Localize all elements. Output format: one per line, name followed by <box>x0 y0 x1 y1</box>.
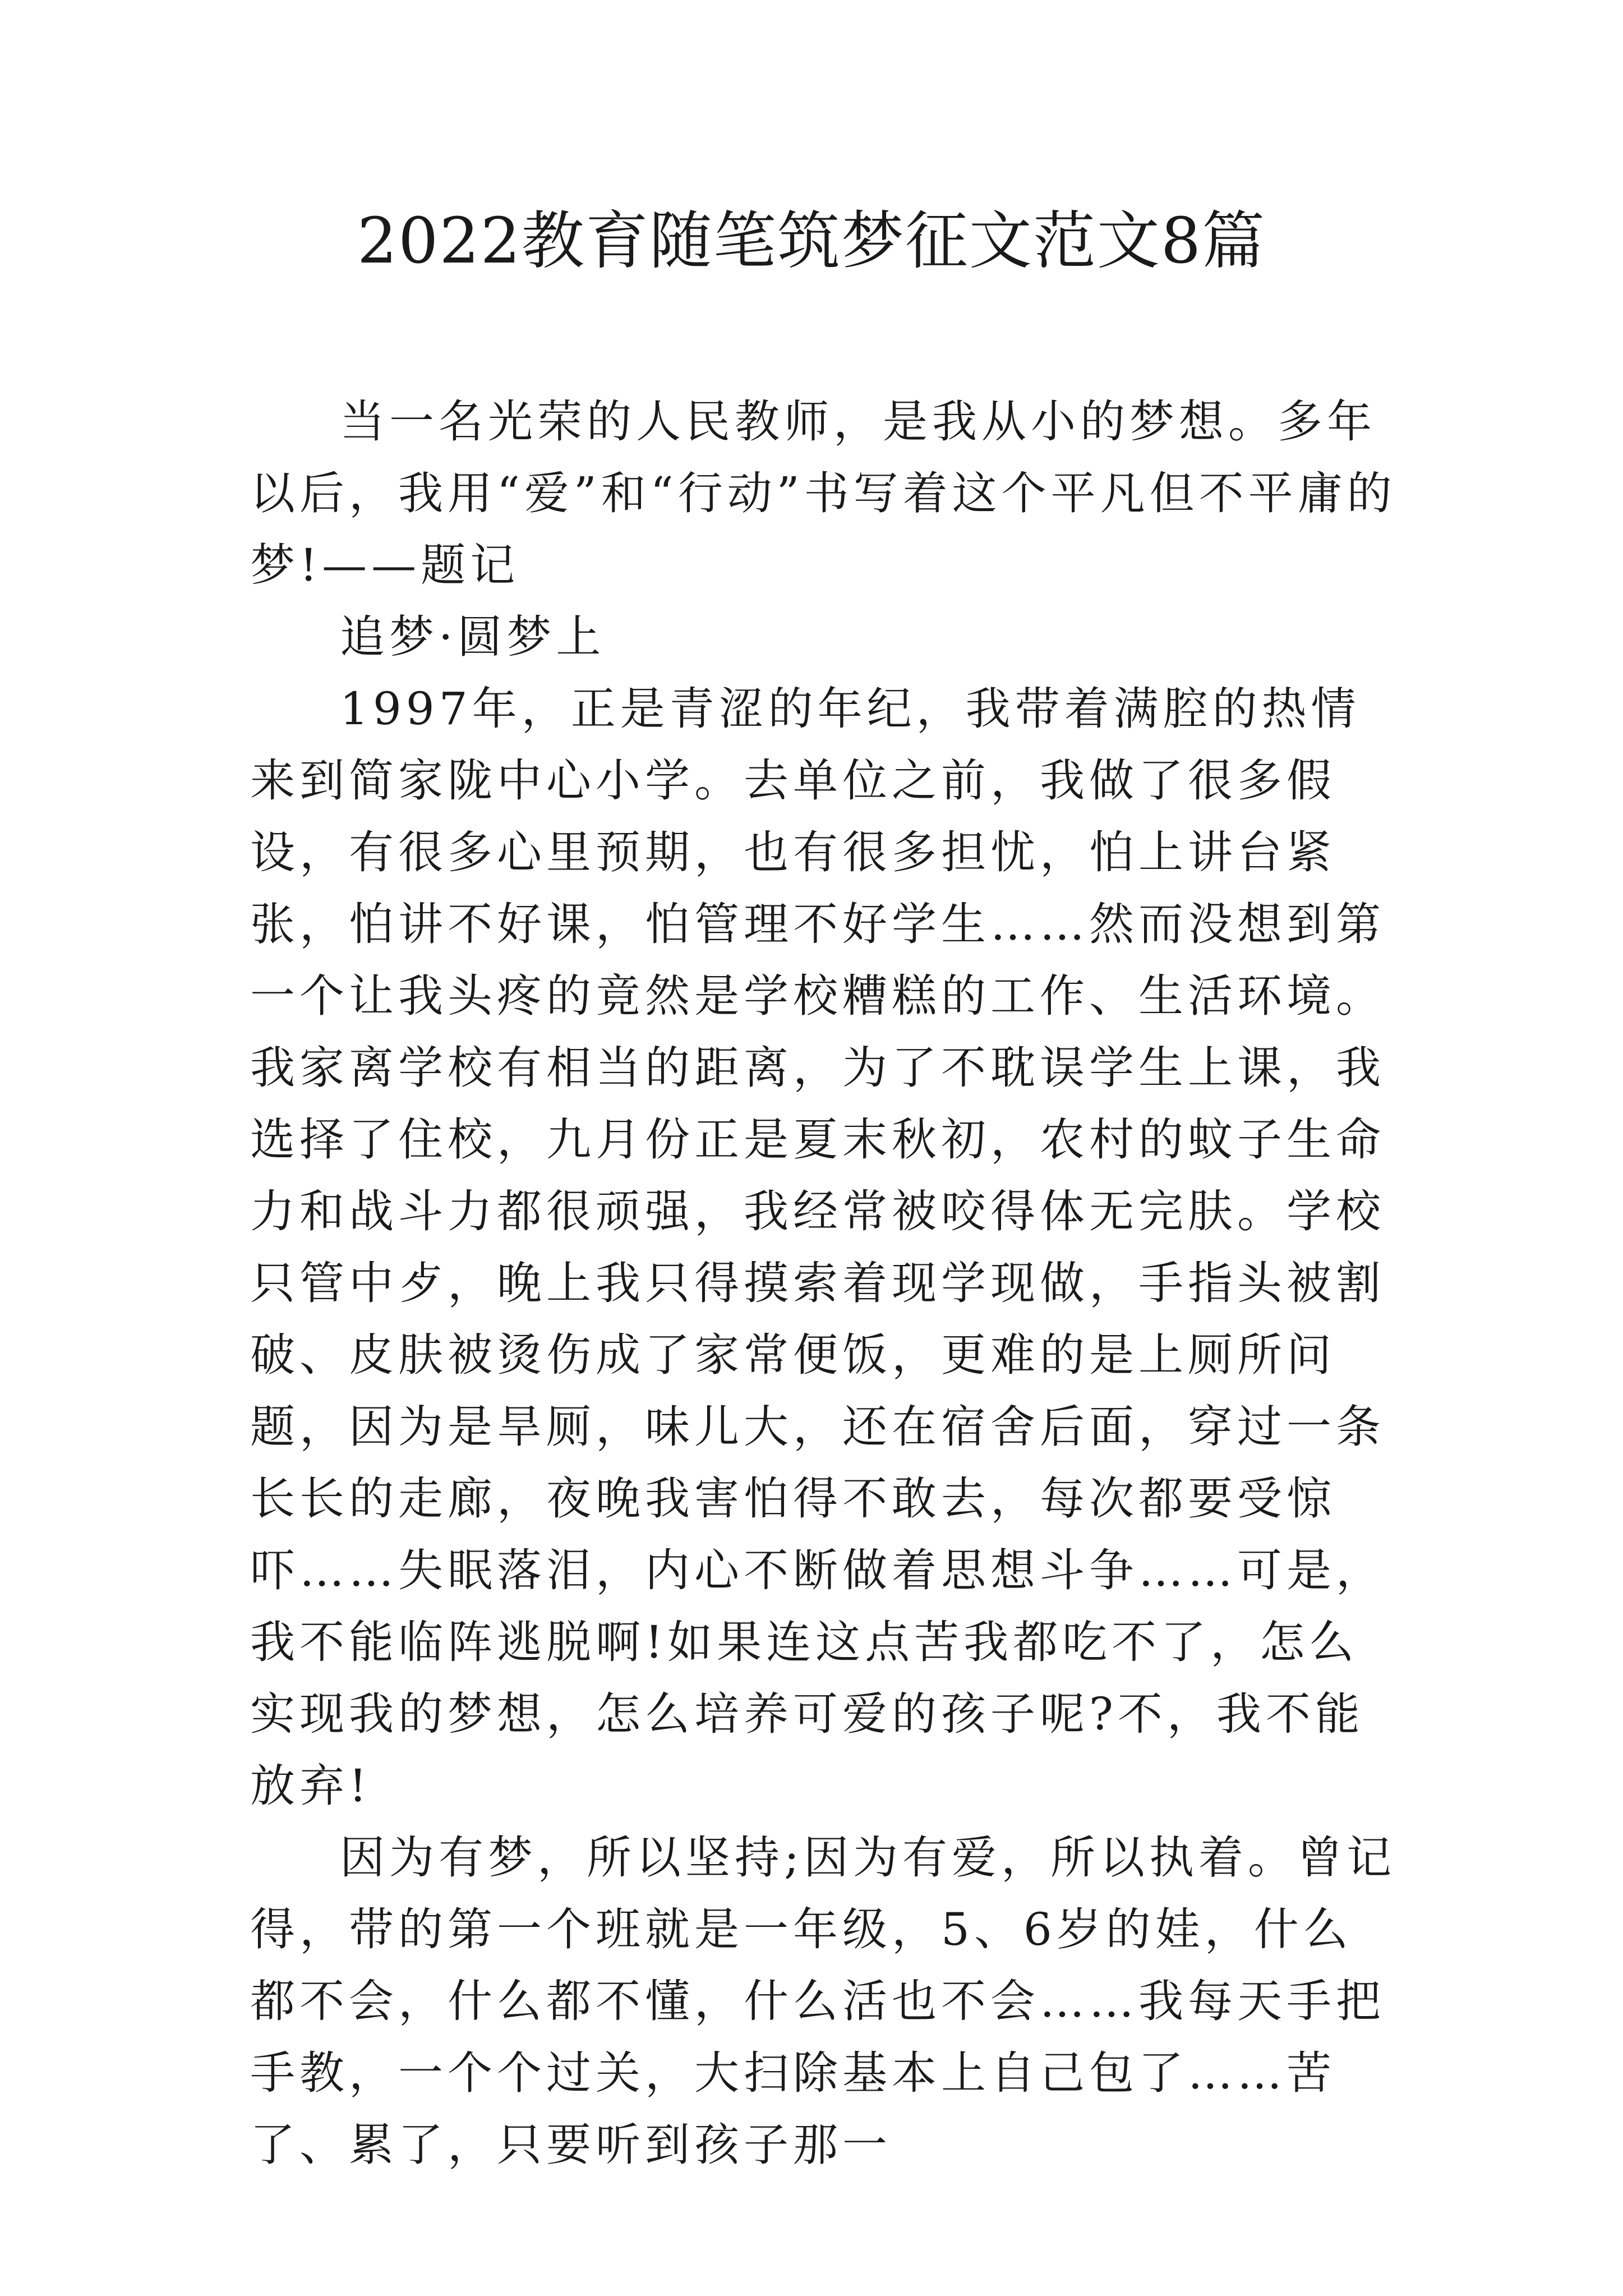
paragraph-intro: 当一名光荣的人民教师，是我从小的梦想。多年以后，我用“爱”和“行动”书写着这个平凡但不平庸的梦!——题记 <box>250 395 1396 591</box>
paragraph-section-heading: 追梦·圆梦上 <box>340 611 606 663</box>
paragraph-dream-persistence: 因为有梦，所以坚持;因为有爱，所以执着。曾记得，带的第一个班就是一年级，5、6岁的娃，什么都不会，什么都不懂，什么活也不会……我每天手把手教，一个个过关，大扫除基本上自己包了……苦了、累了，只要听到孩子那一 <box>250 1832 1396 2171</box>
document-title: 2022教育随笔筑梦征文范文8篇 <box>357 205 1266 278</box>
paragraph-1997: 1997年，正是青涩的年纪，我带着满腔的热情来到简家陇中心小学。去单位之前，我做了很多假设，有很多心里预期，也有很多担忧，怕上讲台紧张，怕讲不好课，怕管理不好学生……然而没想到第一个让我头疼的竟然是学校糟糕的工作、生活环境。我家离学校有相当的距离，为了不耽误学生上课，我选择了住校，九月份正是夏末秋初，农村的蚊子生命力和战斗力都很顽强，我经常被咬得体无完肤。学校只管中歺，晚上我只得摸索着现学现做，手指头被割破、皮肤被烫伤成了家常便饭，更难的是上厕所问题，因为是旱厕，味儿大，还在宿舍后面，穿过一条长长的走廊，夜晚我害怕得不敢去，每次都要受惊吓……失眠落泪，内心不断做着思想斗争……可是，我不能临阵逃脱啊!如果连这点苦我都吃不了，怎么实现我的梦想，怎么培养可爱的孩子呢?不，我不能放弃! <box>250 683 1385 1812</box>
document-body <box>250 386 1400 2181</box>
